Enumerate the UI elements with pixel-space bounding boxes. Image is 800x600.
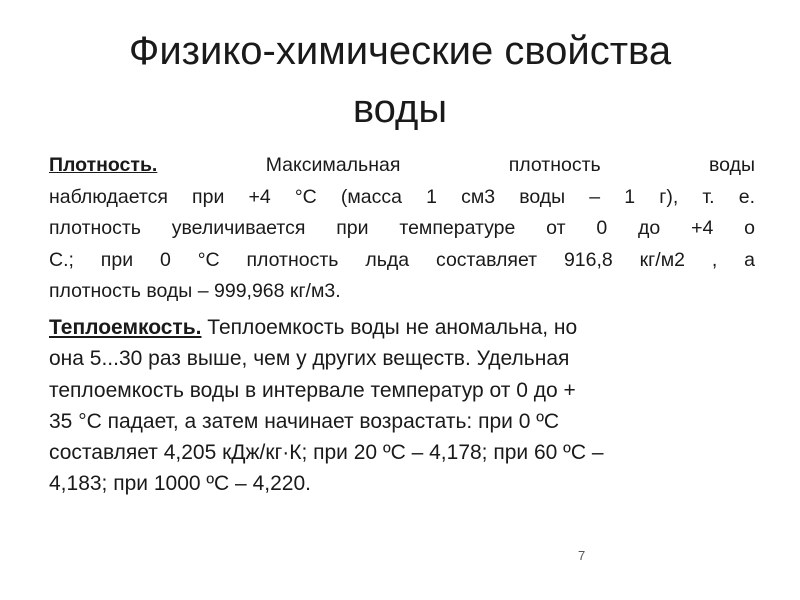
heat-capacity-line-2: она 5...30 раз выше, чем у других веществ. Удельная	[49, 347, 570, 371]
heat-capacity-line-5: составляет 4,205 кДж/кг·К; при 20 ºС – 4,178; при 60 ºС –	[49, 441, 604, 465]
slide-title	[40, 22, 760, 138]
page-number: 7	[578, 548, 586, 563]
density-line-1-text: Максимальная плотность воды	[157, 154, 755, 176]
heat-capacity-line-1-text: Теплоемкость воды не аномальна, но	[201, 316, 578, 339]
heat-capacity-term: Теплоемкость.	[49, 316, 202, 339]
heat-capacity-line-3: теплоемкость воды в интервале температур от 0 до +	[49, 378, 576, 402]
density-line-2: наблюдается при +4 °С (масса 1 см3 воды – 1 г), т. е.	[49, 185, 755, 208]
slide-title-line-1: Физико-химические свойства	[128, 29, 672, 73]
heat-capacity-line-6: 4,183; при 1000 ºС – 4,220.	[49, 472, 311, 496]
density-line-5: плотность воды – 999,968 кг/м3.	[49, 280, 341, 302]
slide-title-line-2: воды	[352, 87, 448, 131]
heat-capacity-line-4: 35 °С падает, а затем начинает возрастать: при 0 ºС	[49, 409, 560, 433]
density-line-1	[49, 150, 755, 182]
density-paragraph	[49, 150, 755, 308]
density-term: Плотность.	[49, 154, 158, 176]
density-line-4: С.; при 0 °С плотность льда составляет 916,8 кг/м2 , а	[49, 248, 755, 271]
density-line-3: плотность увеличивается при температуре от 0 до +4 о	[49, 217, 755, 239]
heat-capacity-line-1	[49, 312, 755, 343]
heat-capacity-paragraph	[49, 312, 755, 500]
